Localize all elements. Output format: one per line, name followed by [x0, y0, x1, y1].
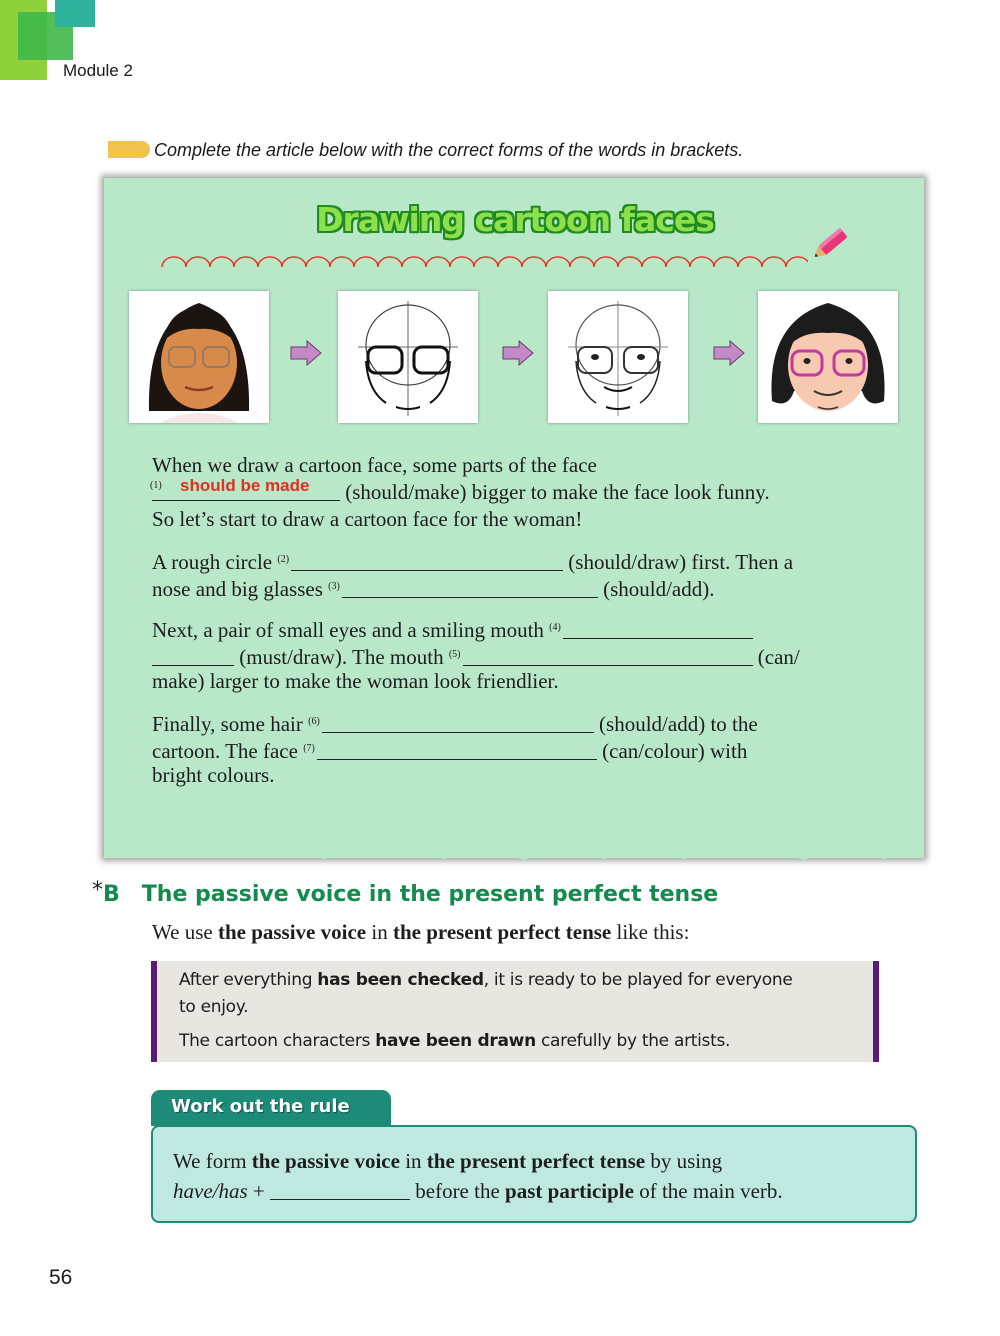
- section-b-heading: [92, 878, 718, 907]
- bold-term: past participle: [505, 1179, 634, 1203]
- sketch-step-2: [548, 291, 688, 423]
- example-2: [179, 1031, 730, 1051]
- text-segment: We form: [173, 1149, 252, 1173]
- pencil-icon: [808, 222, 853, 267]
- text-segment: (should/make) bigger to make the face look funny.: [345, 480, 770, 504]
- rule-tab: [151, 1090, 391, 1126]
- text-segment: by using: [645, 1149, 723, 1173]
- article-para1-line2: [150, 476, 770, 506]
- article-para2-line2: [152, 573, 714, 603]
- section-letter: B: [103, 882, 120, 907]
- bold-term: the present perfect tense: [392, 920, 612, 944]
- text-segment: nose and big glasses: [152, 577, 323, 601]
- rule-tab-label: Work out the rule: [171, 1096, 350, 1117]
- blank-number: (7): [303, 743, 315, 754]
- bold-term: have been drawn: [375, 1031, 536, 1051]
- corner-decoration-square: [55, 0, 95, 27]
- bold-term: the present perfect tense: [426, 1149, 646, 1173]
- article-title: Drawing cartoon faces: [316, 200, 714, 239]
- arrow-right-icon: [290, 340, 322, 366]
- blank-number: (1): [150, 480, 162, 491]
- blank-number: (5): [448, 649, 461, 660]
- text-segment: (must/draw). The mouth: [239, 645, 444, 669]
- article-para4-line3: bright colours.: [152, 763, 275, 787]
- blank-number: (2): [277, 554, 290, 565]
- rule-line-1: [173, 1149, 722, 1174]
- arrow-right-icon: [502, 340, 534, 366]
- bold-term: the passive voice: [251, 1149, 400, 1173]
- article-para2-line1: [152, 546, 793, 576]
- text-segment: of the main verb.: [633, 1179, 783, 1203]
- text-segment: Finally, some hair: [152, 712, 303, 736]
- text-segment: Next, a pair of small eyes and a smiling mouth: [152, 618, 544, 642]
- star-marker: *: [92, 878, 103, 903]
- text-segment: like this:: [611, 920, 690, 944]
- rule-line-2: [173, 1179, 783, 1204]
- answer-blank-4[interactable]: [563, 620, 753, 639]
- text-segment: The cartoon characters: [179, 1031, 376, 1051]
- rule-box: [151, 1125, 917, 1223]
- answer-text: should be made: [180, 476, 310, 495]
- answer-blank-7[interactable]: [317, 741, 597, 760]
- text-segment: (should/add).: [603, 577, 715, 601]
- text-segment: A rough circle: [152, 550, 273, 574]
- module-label: Module 2: [63, 61, 133, 80]
- arrow-right-icon: [713, 340, 745, 366]
- text-segment: carefully by the artists.: [535, 1031, 731, 1051]
- rule-answer-blank[interactable]: [270, 1181, 410, 1200]
- instruction: [108, 140, 743, 161]
- text-segment: (can/colour) with: [602, 739, 748, 763]
- example-1-line1: [179, 970, 793, 990]
- answer-blank-1[interactable]: [150, 476, 340, 501]
- text-segment: We use: [152, 920, 218, 944]
- scallop-divider: [160, 253, 808, 269]
- answer-blank-3[interactable]: [342, 579, 598, 598]
- bold-term: has been checked: [317, 970, 484, 990]
- photo-woman: [129, 291, 269, 423]
- text-segment: (should/draw) first. Then a: [568, 550, 794, 574]
- blank-number: (4): [549, 622, 561, 633]
- section-b-intro: [152, 920, 689, 945]
- example-1-line2: to enjoy.: [179, 997, 249, 1017]
- answer-blank-6[interactable]: [322, 714, 594, 733]
- article-para4-line2: [152, 735, 747, 765]
- bold-term: the passive voice: [217, 920, 367, 944]
- article-para1-line1: When we draw a cartoon face, some parts of the face: [152, 453, 597, 477]
- article-para3-line3: make) larger to make the woman look friendlier.: [152, 669, 559, 693]
- blank-number: (6): [308, 716, 320, 727]
- section-title: The passive voice in the present perfect tense: [141, 882, 719, 907]
- instruction-text: Complete the article below with the correct forms of the words in brackets.: [154, 140, 744, 160]
- text-segment: cartoon. The face: [152, 739, 298, 763]
- instruction-marker-icon: [108, 141, 150, 158]
- blank-number: (3): [328, 581, 340, 592]
- text-segment: in: [399, 1149, 427, 1173]
- article-para3-line1: [152, 614, 753, 644]
- text-segment: (should/add) to the: [599, 712, 758, 736]
- answer-blank-5[interactable]: [463, 647, 753, 666]
- cartoon-face-final: [758, 291, 898, 423]
- answer-blank-2[interactable]: [291, 552, 563, 571]
- text-segment: +: [247, 1179, 270, 1203]
- article-title-wrap: [300, 200, 730, 239]
- article-para1-line3: So let’s start to draw a cartoon face for the woman!: [152, 507, 583, 531]
- text-segment: , it is ready to be played for everyone: [483, 970, 793, 990]
- text-segment: (can/: [757, 645, 800, 669]
- example-box: [151, 961, 879, 1062]
- italic-term: have/has: [173, 1179, 248, 1203]
- text-segment: before the: [410, 1179, 506, 1203]
- answer-blank-4-continued[interactable]: [152, 647, 234, 666]
- article-para3-line2: [152, 641, 800, 671]
- text-segment: After everything: [179, 970, 318, 990]
- article-para4-line1: [152, 708, 758, 738]
- page-number: 56: [49, 1266, 73, 1289]
- sketch-step-1: [338, 291, 478, 423]
- torn-paper-edge: [104, 835, 924, 875]
- text-segment: in: [366, 920, 393, 944]
